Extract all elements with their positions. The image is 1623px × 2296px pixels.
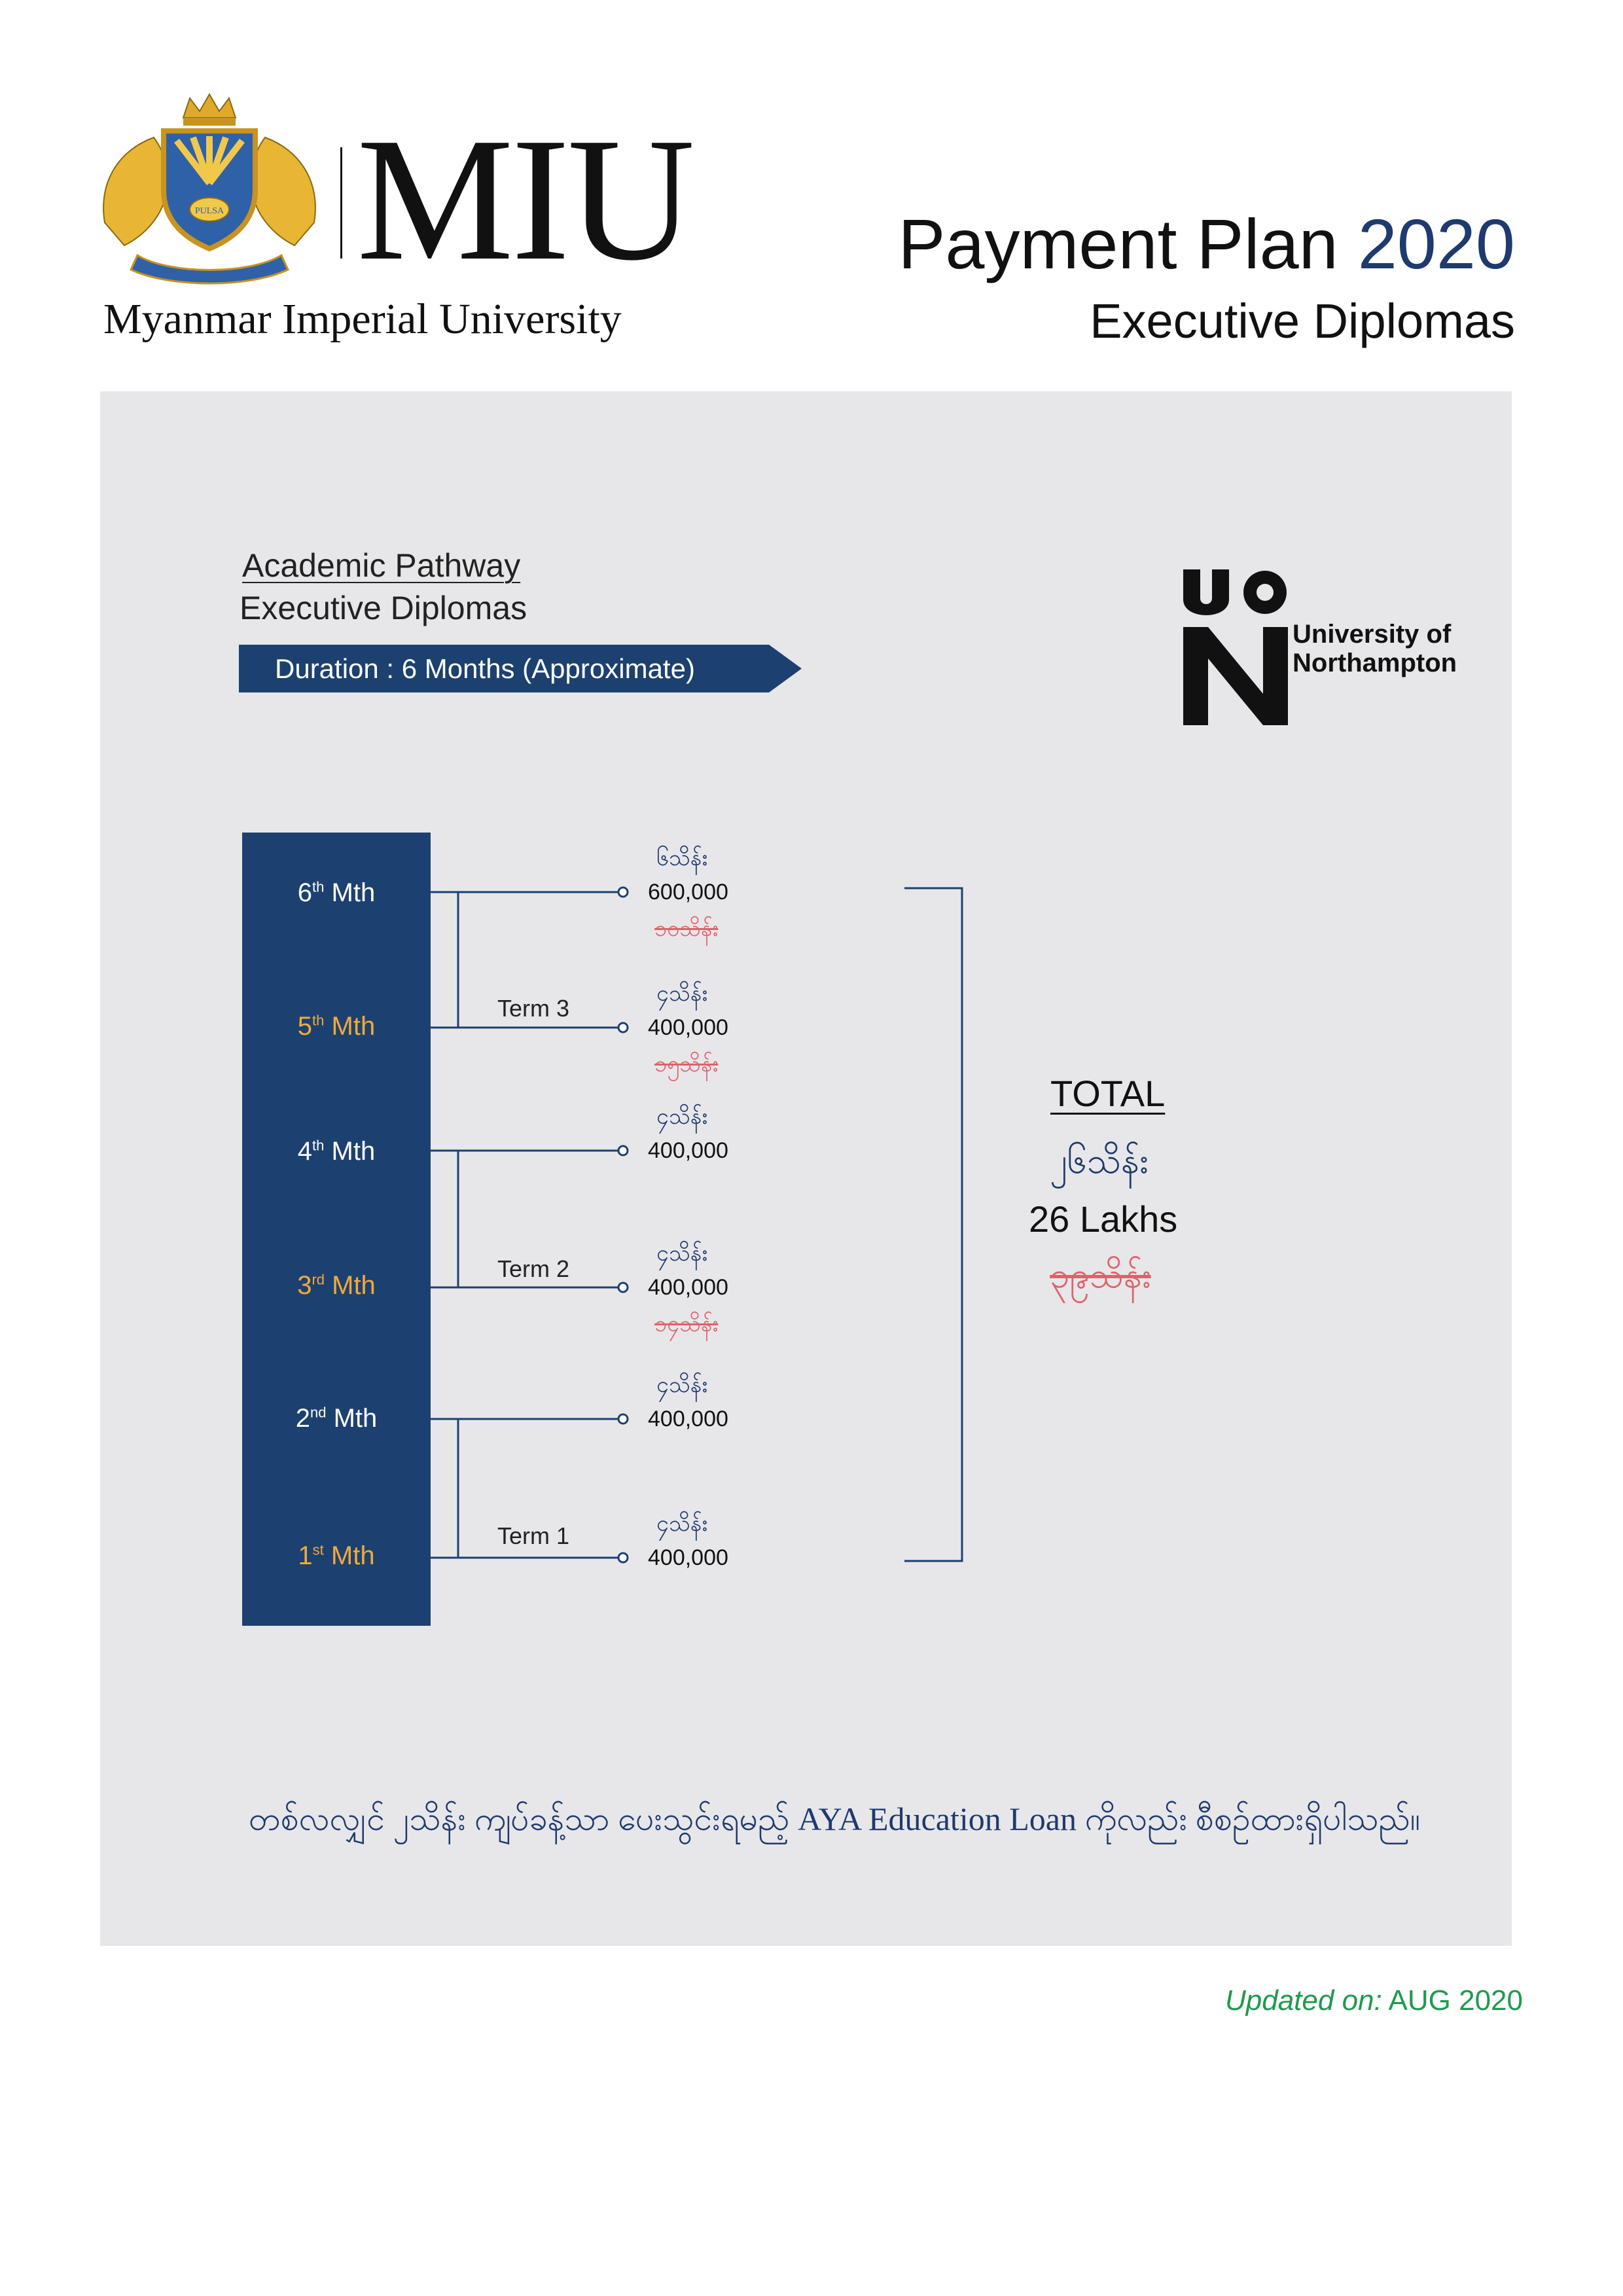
payment-5-old-price: ၁၅သိန်း: [654, 1052, 719, 1077]
svg-text:PULSA: PULSA: [194, 206, 224, 216]
partner-name-line1: University of: [1293, 620, 1452, 649]
payment-3-old-price: ၁၄သိန်း: [654, 1312, 719, 1336]
payment-6-old-price: ၁၀သိန်း: [654, 916, 719, 941]
payment-2-mm: ၄သိန်း: [656, 1372, 708, 1397]
duration-label: Duration : 6 Months (Approximate): [275, 653, 695, 684]
partner-name: [1293, 620, 1457, 677]
term-3-label: Term 3: [497, 995, 570, 1022]
term-1-label: Term 1: [497, 1522, 570, 1549]
logo-divider: [340, 147, 342, 259]
month-label-1: 1st Mth: [298, 1541, 375, 1570]
month-label-2: 2nd Mth: [295, 1404, 378, 1433]
university-name: Myanmar Imperial University: [103, 295, 622, 343]
page-title-text: Payment Plan: [898, 204, 1338, 283]
total-lakhs: 26 Lakhs: [1029, 1198, 1178, 1240]
brand-wordmark: MIU: [357, 101, 692, 297]
payment-4-amount: 400,000: [648, 1138, 728, 1163]
page-subtitle: Executive Diplomas: [1090, 294, 1515, 348]
payment-3-mm: ၄သိန်း: [656, 1241, 708, 1266]
payment-6-mm: ၆သိန်း: [656, 846, 708, 870]
pathway-title: Academic Pathway: [242, 547, 521, 584]
payment-3-amount: 400,000: [648, 1275, 728, 1300]
payment-4-mm: ၄သိန်း: [656, 1104, 708, 1129]
total-old-price: ၃၉သိန်း: [1050, 1256, 1151, 1295]
updated-label: Updated on:: [1224, 1984, 1382, 2017]
pathway-program: Executive Diplomas: [240, 590, 527, 626]
page-title: [898, 203, 1515, 285]
month-label-5: 5th Mth: [297, 1012, 376, 1041]
payment-6-amount: 600,000: [648, 880, 728, 905]
payment-5-mm: ၄သိန်း: [656, 981, 708, 1006]
payment-1-amount: 400,000: [648, 1545, 728, 1570]
updated-date: [1225, 1984, 1523, 2017]
month-label-3: 3rd Mth: [297, 1271, 376, 1300]
payment-1-mm: ၄သိန်း: [656, 1511, 708, 1536]
payment-2-amount: 400,000: [648, 1407, 728, 1431]
payment-5-amount: 400,000: [648, 1015, 728, 1040]
updated-value: AUG 2020: [1388, 1984, 1523, 2017]
total-mm: ၂၆သိန်း: [1050, 1141, 1149, 1181]
month-column: [242, 833, 431, 1626]
page-title-year: 2020: [1357, 204, 1515, 283]
term-2-label: Term 2: [497, 1255, 570, 1282]
total-label: TOTAL: [1050, 1073, 1166, 1114]
loan-note: တစ်လလျှင် ၂သိန်း ကျပ်ခန့်သာ ပေးသွင်းရမည့် AYA Education Loan ကိုလည်း စီစဉ်ထားရှိပါသည်။: [249, 1801, 1421, 1837]
partner-name-line2: Northampton: [1293, 649, 1457, 677]
month-label-4: 4th Mth: [297, 1137, 376, 1166]
miu-crest-logo: [92, 92, 327, 288]
month-label-6: 6th Mth: [297, 878, 376, 907]
